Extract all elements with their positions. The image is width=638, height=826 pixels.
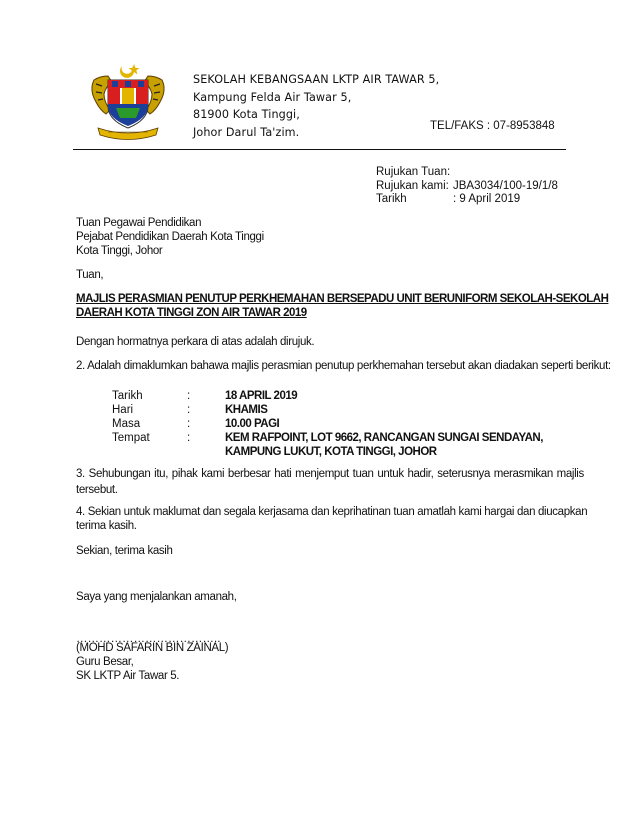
subject-line-1: MAJLIS PERASMIAN PENUTUP PERKHEMAHAN BERSEPADU UNIT BERUNIFORM SEKOLAH-SEKOLAH: [76, 293, 609, 305]
our-ref-label: Rujukan kami:: [376, 179, 449, 192]
detail-value: 18 APRIL 2019: [225, 390, 298, 402]
signature-dots: ………………………………..: [76, 633, 221, 645]
date-label: Tarikh: [376, 193, 407, 205]
school-address-block: [193, 71, 439, 141]
address-line-2: 81900 Kota Tinggi,: [193, 108, 300, 121]
recipient-line-3: Kota Tinggi, Johor: [76, 245, 163, 257]
signatory-title: Guru Besar,: [76, 656, 134, 668]
paragraph-3-line-1: 3. Sehubungan itu, pihak kami berbesar hati menjemput tuan untuk hadir, seterusnya merasmikan majlis: [76, 468, 584, 480]
school-name: SEKOLAH KEBANGSAAN LKTP AIR TAWAR 5,: [193, 73, 440, 86]
detail-label: Tarikh: [112, 390, 143, 402]
letterhead-divider: [73, 149, 566, 150]
salutation: Tuan,: [76, 269, 104, 281]
subject-line-2: DAERAH KOTA TINGGI ZON AIR TAWAR 2019: [76, 307, 307, 319]
address-line-3: Johor Darul Ta'zim.: [193, 125, 300, 139]
opening-sentence: Dengan hormatnya perkara di atas adalah dirujuk.: [76, 336, 315, 348]
signatory-school: SK LKTP Air Tawar 5.: [76, 670, 180, 682]
tel-fax: TEL/FAKS : 07-8953848: [430, 120, 555, 132]
your-ref-label: Rujukan Tuan:: [376, 166, 451, 178]
address-line-1: Kampung Felda Air Tawar 5,: [193, 90, 352, 104]
detail-value: KEM RAFPOINT, LOT 9662, RANCANGAN SUNGAI SENDAYAN,: [225, 432, 543, 444]
detail-value: KHAMIS: [225, 404, 268, 416]
detail-colon: :: [187, 432, 191, 444]
paragraph-2: 2. Adalah dimaklumkan bahawa majlis perasmian penutup perkhemahan tersebut akan diadakan seperti berikut:: [76, 360, 611, 372]
paragraph-3-line-2: tersebut.: [76, 484, 118, 496]
paragraph-4-line-2: terima kasih.: [76, 520, 137, 532]
closing-line: Sekian, terima kasih: [76, 545, 173, 557]
signatory-name: (MOHD SAFARIN BIN ZAINAL): [76, 642, 229, 654]
detail-value: 10.00 PAGI: [225, 418, 280, 430]
detail-label: Masa: [112, 418, 141, 430]
coat-of-arms-icon: [88, 62, 168, 142]
detail-label: Hari: [112, 404, 134, 416]
detail-label: Tempat: [112, 432, 150, 444]
paragraph-4-line-1: 4. Sekian untuk maklumat dan segala kerjasama dan keprihatinan tuan amatlah kami hargai dan diucapkan: [76, 506, 588, 518]
venue-line-2: KAMPUNG LUKUT, KOTA TINGGI, JOHOR: [225, 446, 437, 458]
detail-colon: :: [187, 418, 191, 430]
mandate-line: Saya yang menjalankan amanah,: [76, 591, 237, 603]
detail-colon: :: [187, 404, 191, 416]
our-ref-value: JBA3034/100-19/1/8: [453, 179, 558, 192]
reference-block: [376, 166, 558, 207]
recipient-line-1: Tuan Pegawai Pendidikan: [76, 217, 202, 229]
recipient-line-2: Pejabat Pendidikan Daerah Kota Tinggi: [76, 231, 264, 243]
date-value: : 9 April 2019: [453, 193, 521, 205]
detail-colon: :: [187, 390, 191, 402]
